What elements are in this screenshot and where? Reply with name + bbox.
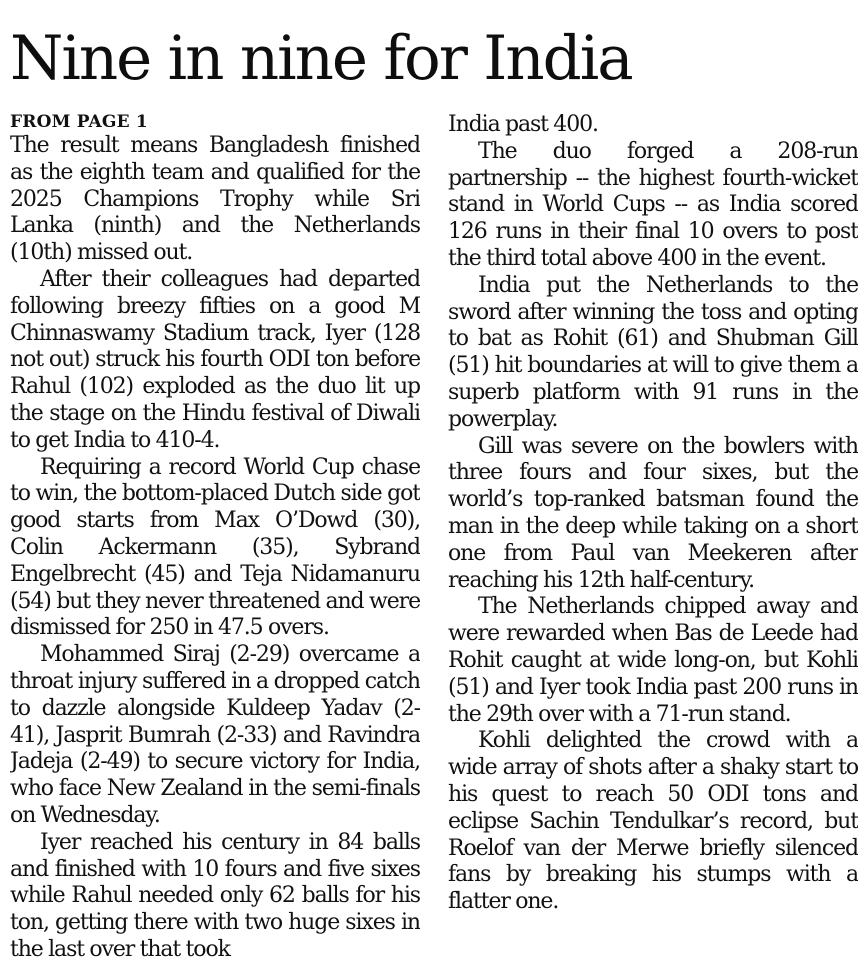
article-paragraph: The result means Bangladesh finished as the eighth team and qualified for the 2025 Champions Trophy while Sri Lanka (ninth) and the Netherlands (10th) missed out. <box>10 133 420 266</box>
article-column-right <box>448 112 858 972</box>
article-paragraph: Gill was severe on the bowlers with three fours and four sixes, but the world’s top-ranked batsman found the man in the deep while taking on a short one from Paul van Meekeren after reaching his 12th half-century. <box>448 433 858 593</box>
article-paragraph: After their colleagues had departed following breezy fifties on a good M Chinnaswamy Stadium track, Iyer (128 not out) struck his fourth ODI ton before Rahul (102) exploded as the duo lit up the stage on the Hindu festival of Diwali to get India to 410-4. <box>10 266 420 453</box>
headline: Nine in nine for India <box>10 23 632 94</box>
article-paragraph: India past 400. <box>448 112 598 137</box>
article-paragraph: Requiring a record World Cup chase to win, the bottom-placed Dutch side got good starts from Max O’Dowd (30), Colin Ackermann (35), Sybrand Engelbrecht (45) and Teja Nidamanuru (54) but they never threatened and were dismissed for 250 in 47.5 overs. <box>10 454 420 641</box>
article-paragraph: Iyer reached his century in 84 balls and finished with 10 fours and five sixes while Rahul needed only 62 balls for his ton, getting there with two huge sixes in the last over that took <box>10 829 420 962</box>
article-paragraph: The Netherlands chipped away and were rewarded when Bas de Leede had Rohit caught at wide long-on, but Kohli (51) and Iyer took India past 200 runs in the 29th over with a 71-run stand. <box>448 594 858 727</box>
article-paragraph: Kohli delighted the crowd with a wide array of shots after a shaky start to his quest to reach 50 ODI tons and eclipse Sachin Tendulkar’s record, but Roelof van der Merwe briefly silenced fans by breaking his stumps with a flatter one. <box>448 728 858 915</box>
article-column-left <box>10 112 420 972</box>
article-paragraph: Mohammed Siraj (2-29) overcame a throat injury suffered in a dropped catch to dazzle alongside Kuldeep Yadav (2-41), Jasprit Bumrah (2-33) and Ravindra Jadeja (2-49) to secure victory for India, who face New Zealand in the semi-finals on Wednesday. <box>10 642 420 828</box>
article-paragraph: India put the Netherlands to the sword after winning the toss and opting to bat as Rohit (61) and Shubman Gill (51) hit boundaries at will to give them a superb platform with 91 runs in the powerplay. <box>448 272 858 432</box>
article-paragraph: The duo forged a 208-run partnership -- the highest fourth-wicket stand in World Cups -- as India scored 126 runs in their final 10 overs to post the third total above 400 in the event. <box>448 138 858 271</box>
continuation-kicker: FROM PAGE 1 <box>10 112 148 132</box>
